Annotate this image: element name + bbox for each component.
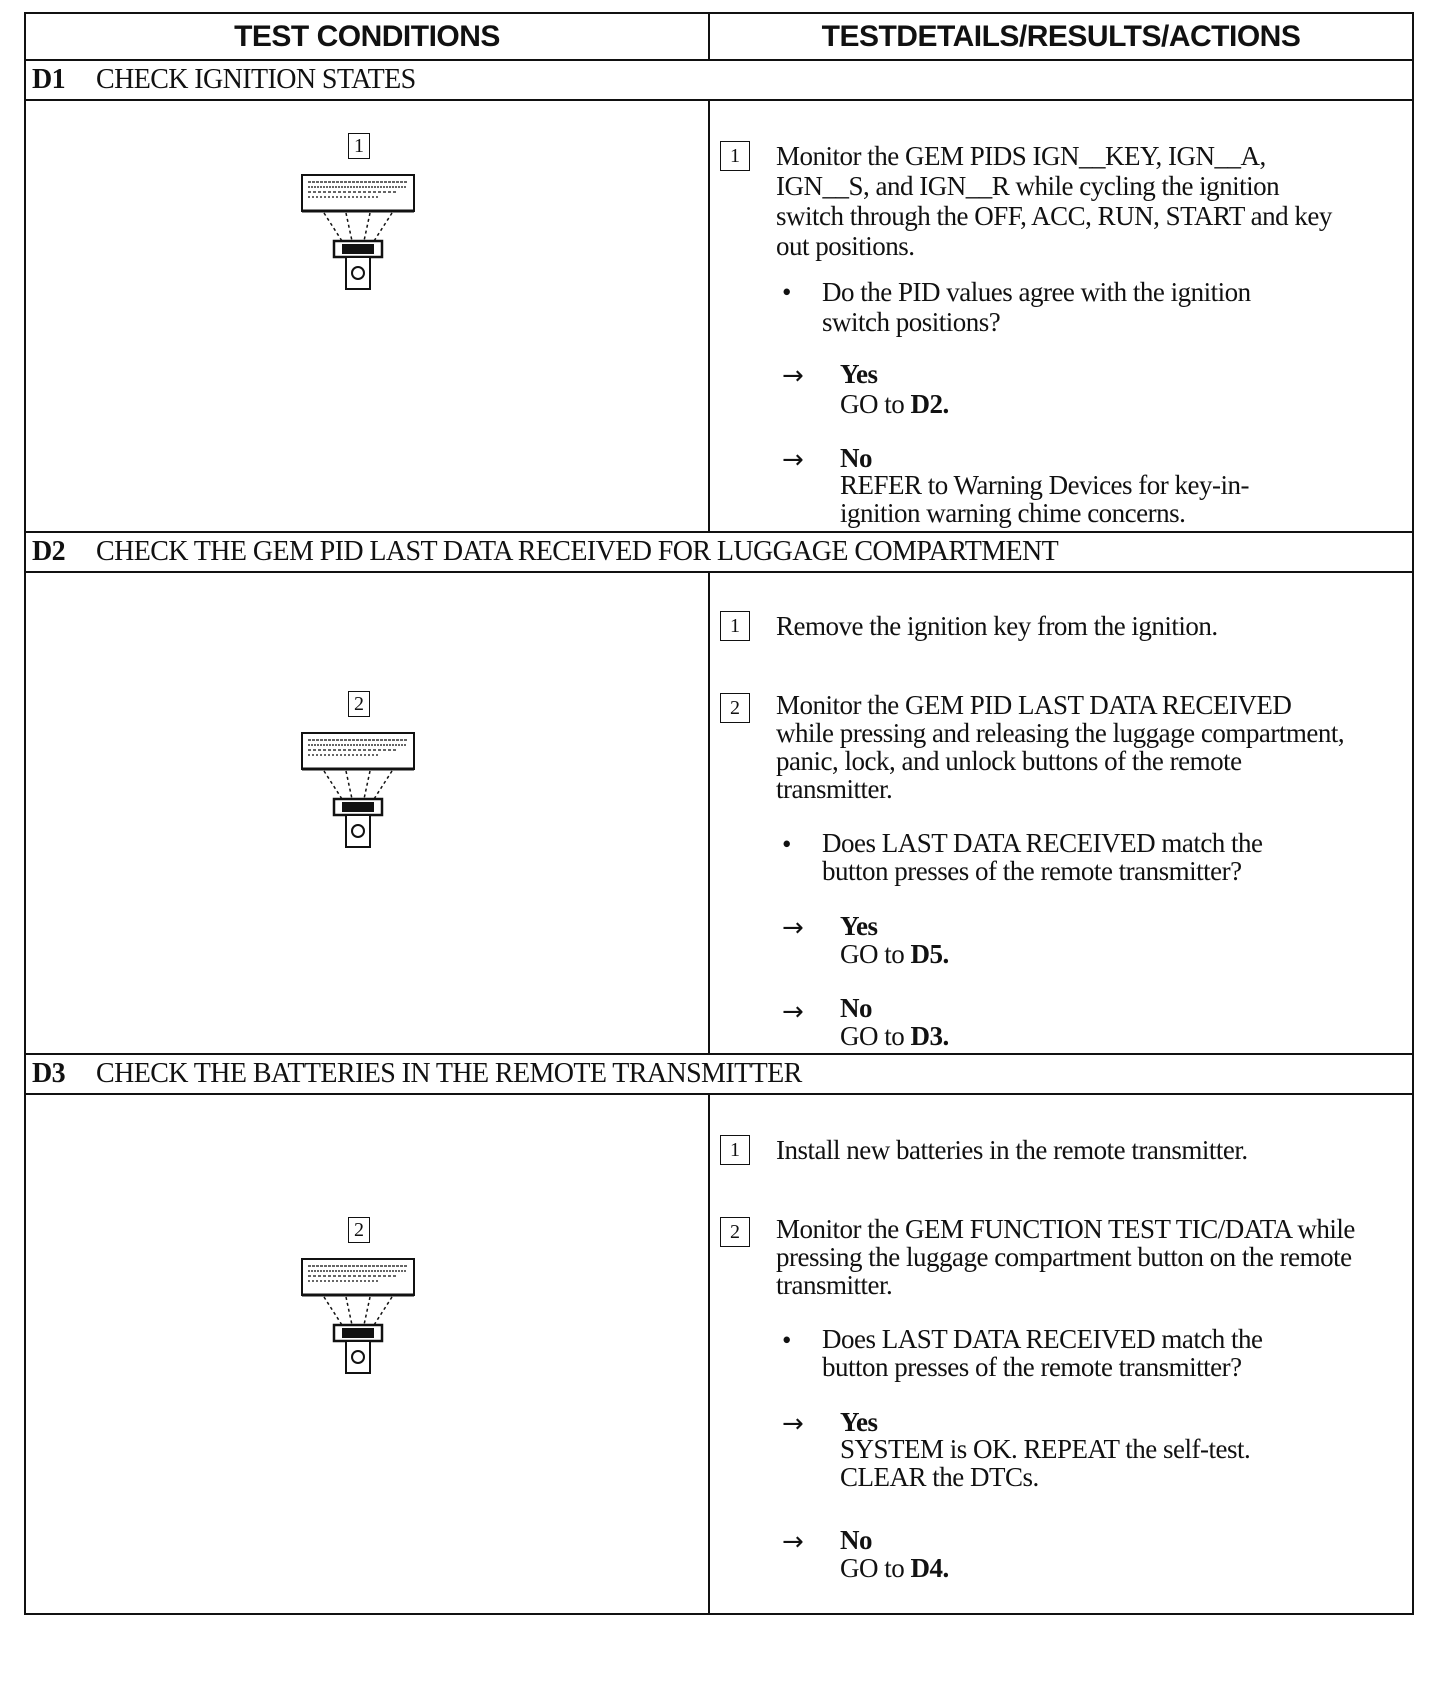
test-details-cell [710, 573, 1412, 1053]
yes-action: SYSTEM is OK. REPEAT the self-test. CLEAR the DTCs. [840, 1434, 1251, 1492]
no-label: No [840, 993, 872, 1023]
no-action: GO to D4. [840, 1553, 949, 1583]
no-label: No [840, 1525, 872, 1555]
tool-step-label: 1 [348, 133, 370, 159]
header-test-conditions: TEST CONDITIONS [26, 14, 710, 59]
yes-arrow-icon: → [782, 1409, 804, 1439]
scan-tool-icon [298, 173, 418, 333]
action-text: Remove the ignition key from the ignition. [776, 611, 1218, 641]
tool-step-label: 2 [348, 691, 370, 717]
no-arrow-icon: → [782, 1527, 804, 1557]
question-bullet: • [782, 1325, 792, 1355]
no-arrow-icon: → [782, 997, 804, 1027]
step-d2-title-row [26, 533, 1412, 573]
action-text: Install new batteries in the remote transmitter. [776, 1135, 1248, 1165]
step-id: D3 [32, 1058, 66, 1089]
action-step-number: 1 [720, 611, 750, 641]
step-id: D2 [32, 536, 66, 567]
diagnostic-table [24, 12, 1414, 1615]
step-d1-body [26, 101, 1412, 533]
no-arrow-icon: → [782, 445, 804, 475]
yes-label: Yes [840, 1407, 878, 1437]
question-text: Does LAST DATA RECEIVED match the button presses of the remote transmitter? [822, 828, 1263, 886]
action-step-number: 2 [720, 693, 750, 723]
no-action: REFER to Warning Devices for key-in-ignition warning chime concerns. [840, 470, 1249, 528]
yes-label: Yes [840, 911, 878, 941]
yes-action: GO to D2. [840, 389, 949, 419]
action-text: Monitor the GEM PIDS IGN__KEY, IGN__A, IGN__S, and IGN__R while cycling the ignition switch through the OFF, ACC, RUN, START and key out positions. [776, 141, 1332, 261]
action-text: Monitor the GEM FUNCTION TEST TIC/DATA while pressing the luggage compartment button on the remote transmitter. [776, 1214, 1355, 1300]
yes-arrow-icon: → [782, 361, 804, 391]
scan-tool-icon [298, 731, 418, 891]
step-title: CHECK THE BATTERIES IN THE REMOTE TRANSMITTER [96, 1058, 802, 1089]
step-d2-body [26, 573, 1412, 1055]
no-action: GO to D3. [840, 1021, 949, 1051]
yes-action: GO to D5. [840, 939, 949, 969]
no-label: No [840, 443, 872, 473]
table-header [26, 14, 1412, 61]
step-title: CHECK IGNITION STATES [96, 64, 416, 95]
step-d3-body [26, 1095, 1412, 1613]
header-test-details: TESTDETAILS/RESULTS/ACTIONS [821, 19, 1301, 53]
test-conditions-cell [26, 101, 710, 531]
question-text: Does LAST DATA RECEIVED match the button presses of the remote transmitter? [822, 1324, 1263, 1382]
yes-arrow-icon: → [782, 913, 804, 943]
yes-label: Yes [840, 359, 878, 389]
step-d1-title-row [26, 61, 1412, 101]
test-conditions-cell [26, 573, 710, 1053]
action-step-number: 1 [720, 1135, 750, 1165]
step-title: CHECK THE GEM PID LAST DATA RECEIVED FOR LUGGAGE COMPARTMENT [96, 536, 1059, 567]
action-step-number: 1 [720, 141, 750, 171]
test-details-cell [710, 101, 1412, 531]
step-id: D1 [32, 64, 66, 95]
action-step-number: 2 [720, 1217, 750, 1247]
step-d3-title-row [26, 1055, 1412, 1095]
question-bullet: • [782, 277, 792, 307]
test-details-cell [710, 1095, 1412, 1613]
action-text: Monitor the GEM PID LAST DATA RECEIVED while pressing and releasing the luggage compartment, panic, lock, and unlock buttons of the remote transmitter. [776, 690, 1345, 804]
tool-step-label: 2 [348, 1217, 370, 1243]
test-conditions-cell [26, 1095, 710, 1613]
question-bullet: • [782, 829, 792, 859]
scan-tool-icon [298, 1257, 418, 1417]
question-text: Do the PID values agree with the ignition switch positions? [822, 277, 1251, 337]
